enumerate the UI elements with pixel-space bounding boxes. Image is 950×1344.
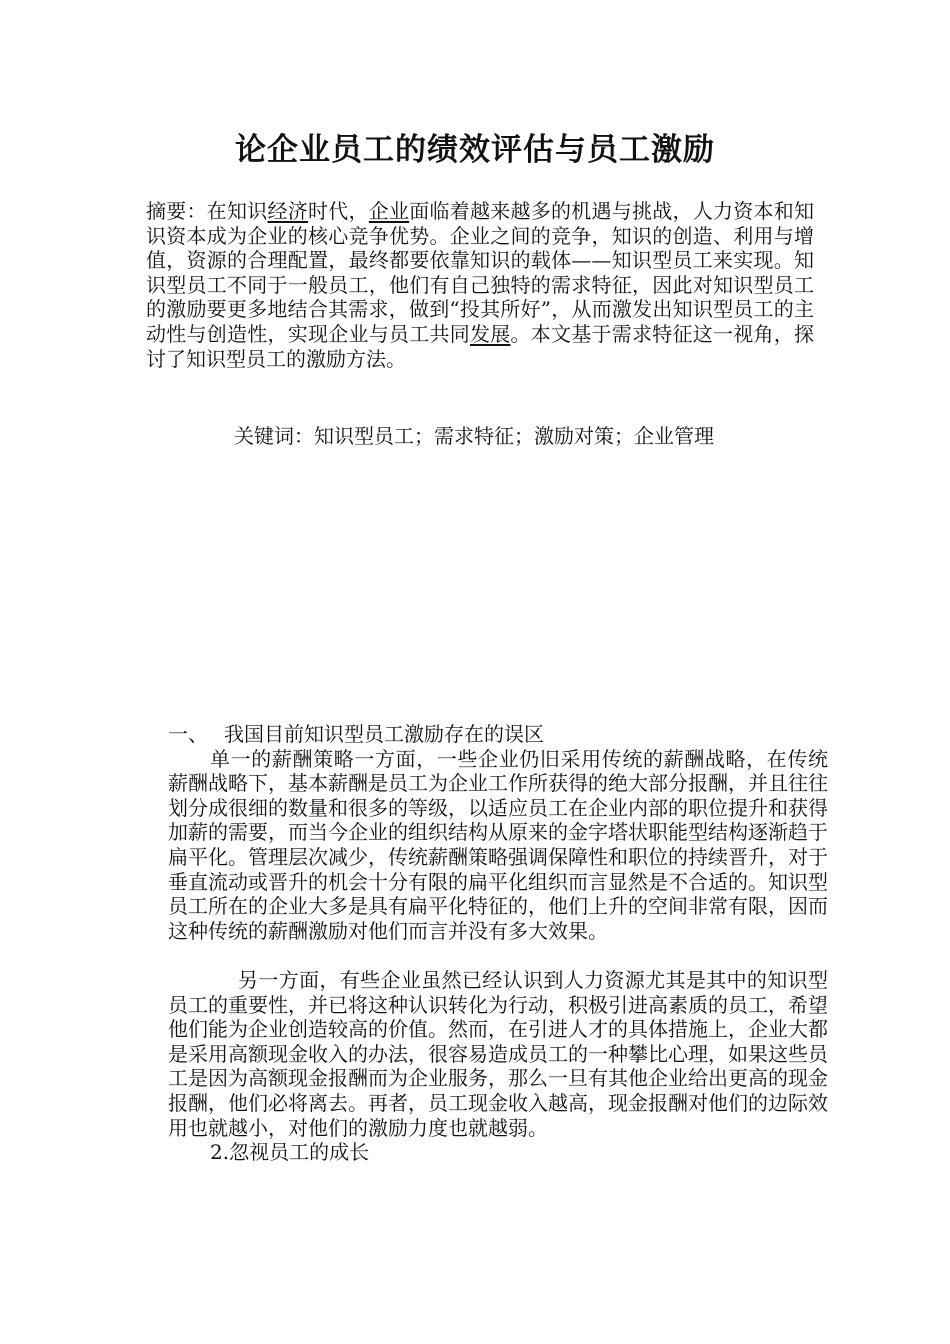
enterprise-link[interactable]: 企业 xyxy=(368,199,410,223)
economy-link[interactable]: 经济 xyxy=(267,199,308,223)
abstract-text: 面临着越来越多的机遇与挑战，人力资本和知识资本成为企业的核心竞争优势。企业之间的竞争，知识的创造、利用与增值，资源的合理配置，最终都要依靠知识的载体——知识型员工来实现。知识型员工不同于一般员工，他们有自己独特的需求特征，因此对知识型员工的激励要更多地结合其需求，做到“投其所好”，从而激发出知识型员工的主动性与创造性，实现企业与员工共同 xyxy=(146,199,814,346)
section-number: 一、 xyxy=(168,722,208,746)
section-heading-text: 我国目前知识型员工激励存在的误区 xyxy=(224,722,544,746)
paragraph: 另一方面，有些企业虽然已经认识到人力资源尤其是其中的知识型员工的重要性，并已将这种认识转化为行动，积极引进高素质的员工，希望他们能为企业创造较高的价值。然而，在引进人才的具体措施上，企业大都是采用高额现金收入的办法，很容易造成员工的一种攀比心理，如果这些员工是因为高额现金报酬而为企业服务，那么一旦有其他企业给出更高的现金报酬，他们必将离去。再者，员工现金收入越高，现金报酬对他们的边际效用也就越小，对他们的激励力度也就越弱。 xyxy=(168,967,828,1140)
abstract-text: 摘要：在知识 xyxy=(146,199,268,223)
subheading: 2.忽视员工的成长 xyxy=(210,1140,370,1165)
paragraph: 单一的薪酬策略一方面，一些企业仍旧采用传统的薪酬战略，在传统薪酬战略下，基本薪酬是员工为企业工作所获得的绝大部分报酬，并且往往划分成很细的数量和很多的等级，以适应员工在企业内部的职位提升和获得加薪的需要，而当今企业的组织结构从原来的金字塔状职能型结构逐渐趋于扁平化。管理层次减少，传统薪酬策略强调保障性和职位的持续晋升，对于垂直流动或晋升的机会十分有限的扁平化组织而言显然是不合适的。知识型员工所在的企业大多是具有扁平化特征的，他们上升的空间非常有限，因而这种传统的薪酬激励对他们而言并没有多大效果。 xyxy=(168,746,828,943)
section-heading xyxy=(168,722,828,747)
abstract xyxy=(146,199,814,371)
keywords: 关键词：知识型员工；需求特征；激励对策；企业管理 xyxy=(234,424,714,448)
abstract-text: 。本文基于需求特征这一视角，探讨了知识型员工的激励方法。 xyxy=(146,321,814,371)
development-link[interactable]: 发展 xyxy=(470,321,511,346)
document-title: 论企业员工的绩效评估与员工激励 xyxy=(235,132,715,168)
section-1 xyxy=(168,722,828,1165)
abstract-text: 时代， xyxy=(308,199,369,223)
